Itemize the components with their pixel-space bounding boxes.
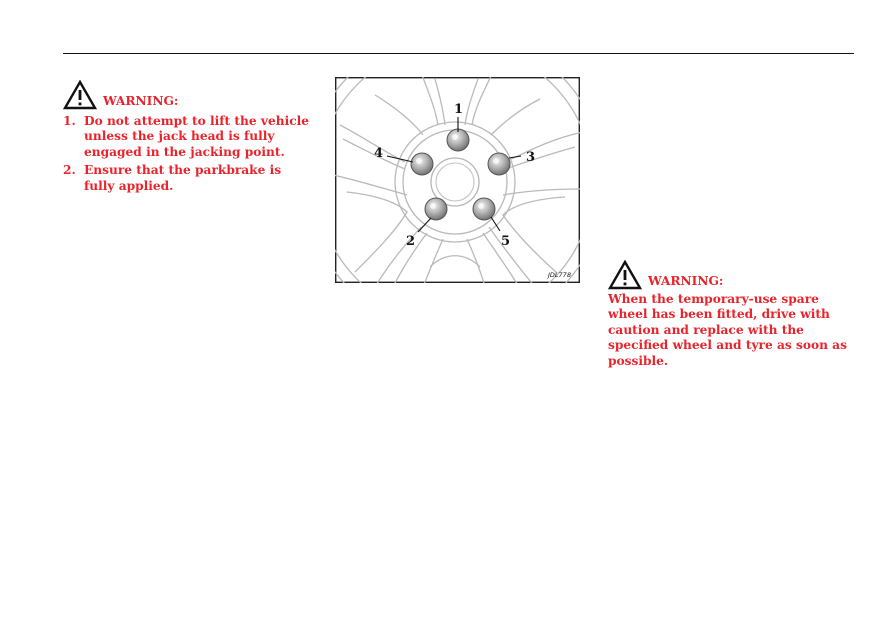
warning-title: WARNING: [648, 273, 724, 288]
list-item-text: Do not attempt to lift the vehicle unless the jack head is fully engaged in the jacking point. [84, 114, 309, 159]
warning-text: When the temporary-use spare wheel has been fitted, drive with caution and replace with the specified wheel and tyre as soon as possible. [608, 292, 847, 368]
figure-code: JDL778 [548, 271, 571, 279]
list-item-number: 2. [63, 163, 76, 178]
warning-triangle-icon [63, 80, 97, 110]
warning-header [608, 256, 858, 290]
header-rule [63, 53, 854, 54]
callout-4: 4 [374, 146, 384, 161]
warning-header [63, 76, 313, 110]
warning-triangle-icon [608, 260, 642, 290]
list-item [63, 163, 313, 194]
callout-5: 5 [501, 234, 511, 249]
warning-block-spare-wheel [608, 256, 858, 369]
callout-3: 3 [526, 150, 536, 165]
callout-1: 1 [454, 102, 464, 117]
list-item-number: 1. [63, 114, 76, 128]
wheel-nut-figure [335, 77, 580, 283]
warning-title: WARNING: [103, 93, 179, 108]
wheel-illustration [335, 77, 580, 283]
warning-block-jacking [63, 76, 313, 197]
warning-list [63, 114, 313, 194]
list-item-text: Ensure that the parkbrake is fully applied. [84, 163, 282, 193]
callout-2: 2 [406, 234, 416, 249]
list-item [63, 114, 313, 160]
